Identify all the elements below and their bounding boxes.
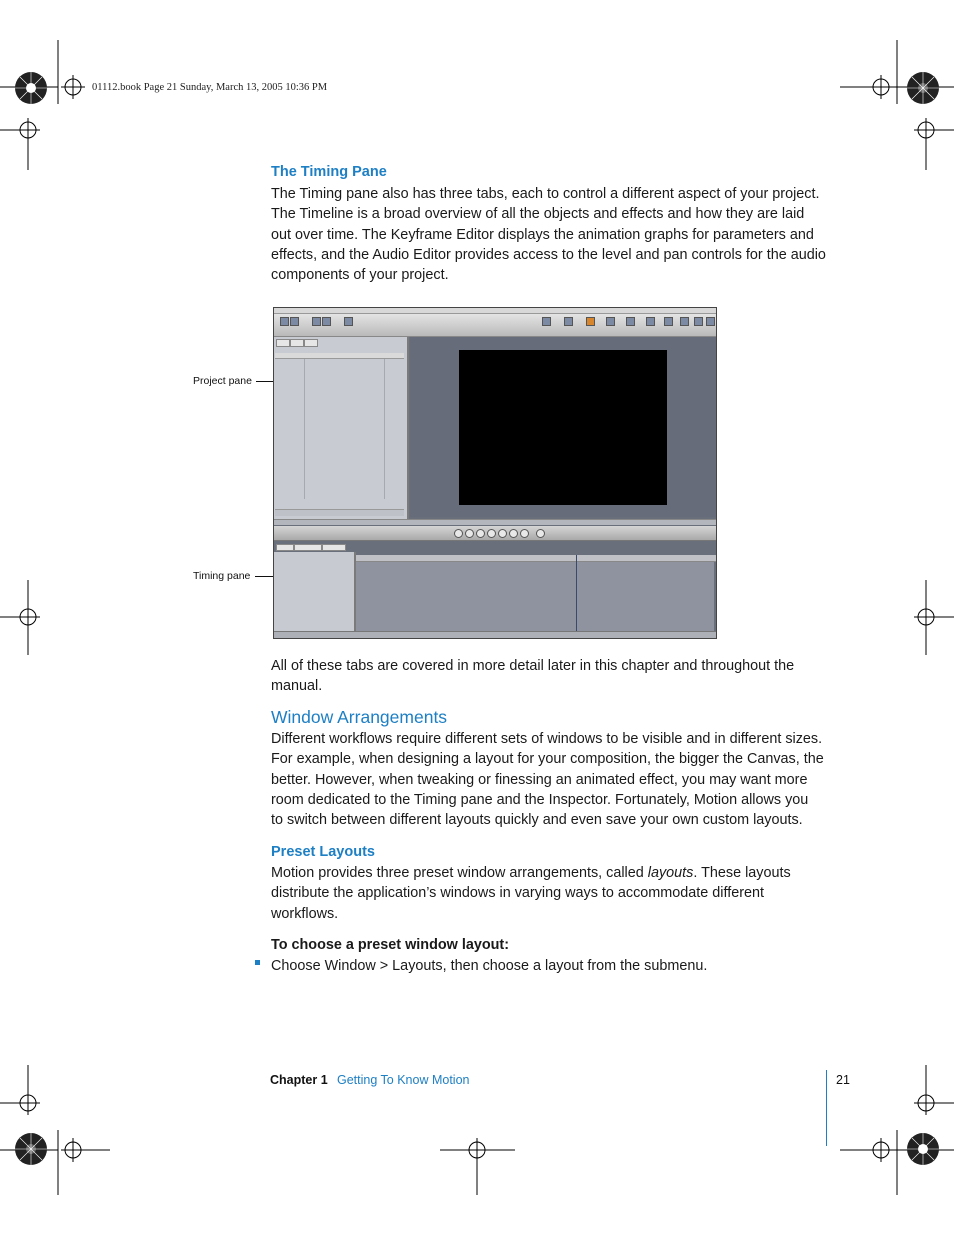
timing-pane-paragraph <box>271 184 831 285</box>
tab <box>276 544 294 551</box>
text-line: room dedicated to the Timing pane and the Inspector. Fortunately, Motion allows you <box>271 791 809 808</box>
tab <box>322 544 346 551</box>
window-toolbar <box>274 314 716 337</box>
tool-icon <box>694 317 703 326</box>
footer-chapter-title: Getting To Know Motion <box>337 1073 470 1087</box>
tab <box>290 339 304 347</box>
transport-button-icon <box>454 529 463 538</box>
callout-leader <box>255 576 274 577</box>
text-line: The Timeline is a broad overview of all the objects and effects and how they are laid <box>271 206 805 223</box>
footer-chapter: Chapter 1 <box>270 1073 328 1087</box>
project-tabs <box>276 339 404 345</box>
timing-tabs <box>276 544 716 551</box>
tool-icon <box>586 317 595 326</box>
tool-icon <box>322 317 331 326</box>
transport-button-icon <box>465 529 474 538</box>
procedure-title: To choose a preset window layout: <box>271 937 510 953</box>
text-line: Different workflows require different sets of windows to be visible and in different sizes. <box>271 731 823 747</box>
tool-icon <box>542 317 551 326</box>
tool-icon <box>312 317 321 326</box>
column-divider <box>304 359 305 499</box>
column-divider <box>384 359 385 499</box>
heading-preset-layouts: Preset Layouts <box>271 844 375 860</box>
tab <box>304 339 318 347</box>
footer-rule <box>826 1070 827 1146</box>
text-line: effects, and the Audio Editor provides access to the level and pan controls for the audio <box>271 246 826 263</box>
page-number: 21 <box>836 1073 850 1087</box>
tool-icon <box>344 317 353 326</box>
tab <box>276 339 290 347</box>
text-line: manual. <box>271 678 323 695</box>
text-line: For example, when designing a layout for your composition, the bigger the Canvas, the <box>271 751 824 768</box>
text-run: Motion provides three preset window arrangements, called <box>271 865 648 881</box>
print-slug: 01112.book Page 21 Sunday, March 13, 2005 10:36 PM <box>92 82 328 93</box>
tool-icon <box>290 317 299 326</box>
timeline-layer-list <box>274 552 356 638</box>
tool-icon <box>280 317 289 326</box>
heading-window-arrangements: Window Arrangements <box>271 707 448 727</box>
tool-icon <box>606 317 615 326</box>
text-line <box>271 865 791 881</box>
heading-timing-pane: The Timing Pane <box>271 164 387 180</box>
tool-icon <box>626 317 635 326</box>
text-line: components of your project. <box>271 267 449 284</box>
transport-button-icon <box>487 529 496 538</box>
tool-icon <box>564 317 573 326</box>
transport-button-icon <box>498 529 507 538</box>
text-line: out over time. The Keyframe Editor displays the animation graphs for parameters and <box>271 226 814 243</box>
after-figure-paragraph <box>271 656 831 697</box>
motion-window-screenshot <box>273 307 717 639</box>
window-arrangements-paragraph <box>271 729 831 830</box>
timeline-ruler <box>356 555 716 562</box>
callout-leader <box>256 381 274 382</box>
playhead <box>576 555 577 635</box>
text-run: . These layouts <box>693 865 791 881</box>
text-line: workflows. <box>271 905 339 922</box>
text-line: to switch between different layouts quickly and even save your own custom layouts. <box>271 812 803 829</box>
project-pane <box>274 337 409 522</box>
text-line: The Timing pane also has three tabs, each to control a different aspect of your project. <box>271 186 820 202</box>
bullet-marker <box>255 960 260 965</box>
canvas <box>459 350 667 505</box>
transport-button-icon <box>476 529 485 538</box>
tool-icon <box>706 317 715 326</box>
tool-icon <box>664 317 673 326</box>
mini-timeline <box>274 519 716 525</box>
transport-button-icon <box>509 529 518 538</box>
transport-button-icon <box>520 529 529 538</box>
tool-icon <box>646 317 655 326</box>
term-layouts: layouts <box>647 865 694 881</box>
transport-controls <box>274 526 716 541</box>
text-line: All of these tabs are covered in more detail later in this chapter and throughout the <box>271 658 795 674</box>
timeline-footer <box>274 631 716 639</box>
text-line: better. However, when tweaking or finessing an animated effect, you may want more <box>271 771 808 788</box>
callout-project-pane: Project pane <box>193 375 252 387</box>
callout-timing-pane: Timing pane <box>193 570 251 582</box>
preset-layouts-paragraph <box>271 863 831 924</box>
text-line: distribute the application’s windows in varying ways to accommodate different <box>271 885 765 902</box>
project-pane-footer <box>275 509 404 516</box>
timeline-track-area <box>356 562 714 634</box>
transport-button-icon <box>536 529 545 538</box>
procedure-step: Choose Window > Layouts, then choose a layout from the submenu. <box>271 958 708 974</box>
tool-icon <box>680 317 689 326</box>
tab <box>294 544 322 551</box>
